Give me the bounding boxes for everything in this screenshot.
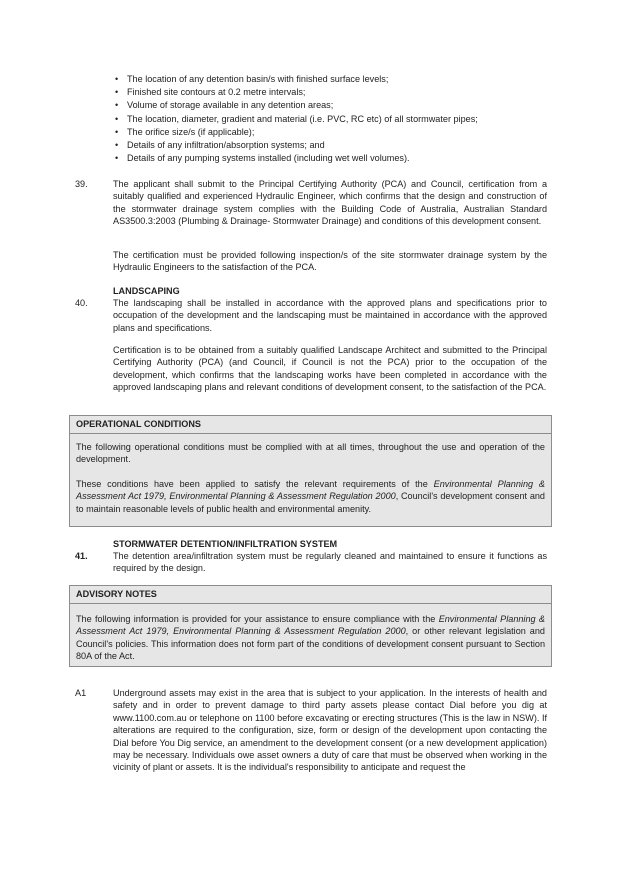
condition-39-text: The applicant shall submit to the Principal Certifying Authority (PCA) and Council, certification from a suitably qualified and experienced Hydraulic Engineer, which confirms that the design and construction of the stormwater drainage system complies with the Building Code of Australia, Australian Standard AS3500.3:2003 (Plumbing & Drainage- Stormwater Drainage) and conditions of this development consent. (113, 179, 547, 227)
condition-40-number: 40. (75, 298, 88, 308)
landscaping-heading: LANDSCAPING (113, 286, 180, 296)
stormwater-details-list (113, 73, 553, 165)
list-item: • Details of any pumping systems installed (including wet well volumes). (113, 152, 553, 165)
operational-conditions-box (69, 415, 552, 527)
condition-41-text: The detention area/infiltration system must be regularly cleaned and maintained to ensure it functions as required by the design. (113, 551, 547, 574)
advisory-a1-number: A1 (75, 688, 87, 698)
condition-40-certification-text: Certification is to be obtained from a suitably qualified Landscape Architect and submitted to the Principal Certifying Authority (PCA) (and Council, if Council is not the PCA) prior to the occupation of the development, which confirms that the landscaping works have been completed in accordance with the approved landscaping plans and relevant conditions of development consent, to the satisfaction of the PCA. (113, 345, 547, 393)
advisory-a1-text: Underground assets may exist in the area that is subject to your application. In the interests of health and safety and in order to prevent damage to third party assets please contact Dial before you dig at www.1100.com.au or telephone on 1100 before excavating or erecting structures (This is the law in NSW). If alterations are required to the configuration, size, form or design of the development upon contacting the Dial before You Dig service, an amendment to the development consent (or a new development application) may be necessary. Individuals owe asset owners a duty of care that must be observed when working in the vicinity of plant or assets. It is the individual's responsibility to anticipate and request the (113, 688, 547, 773)
operational-conditions-purpose: These conditions have been applied to satisfy the relevant requirements of the Environmental Planning & Assessment Act 1979, Environmental Planning & Assessment Regulation 2000, Council's development consent and to maintain reasonable levels of public health and environmental amenity. (76, 478, 545, 514)
condition-41-number: 41. (75, 551, 88, 561)
operational-conditions-title: OPERATIONAL CONDITIONS (70, 416, 551, 434)
list-item: • The orifice size/s (if applicable); (113, 126, 553, 139)
list-item: • The location, diameter, gradient and material (i.e. PVC, RC etc) of all stormwater pipes; (113, 113, 553, 126)
list-item: • The location of any detention basin/s with finished surface levels; (113, 73, 553, 86)
list-item: • Details of any infiltration/absorption systems; and (113, 139, 553, 152)
condition-39-number: 39. (75, 179, 88, 189)
list-item: • Finished site contours at 0.2 metre intervals; (113, 86, 553, 99)
list-item: • Volume of storage available in any detention areas; (113, 99, 553, 112)
advisory-notes-title: ADVISORY NOTES (70, 586, 551, 604)
advisory-notes-text: The following information is provided for your assistance to ensure compliance with the Environmental Planning & Assessment Act 1979, Environmental Planning & Assessment Regulation 2000, or other relevant legislation and Council's policies. This information does not form part of the conditions of development consent pursuant to Section 80A of the Act. (76, 614, 546, 662)
condition-39-certification-text: The certification must be provided following inspection/s of the site stormwater drainage system by the Hydraulic Engineers to the satisfaction of the PCA. (113, 250, 547, 273)
advisory-notes-box (69, 585, 552, 667)
condition-40-text: The landscaping shall be installed in accordance with the approved plans and specifications prior to occupation of the development and the landscaping must be maintained in accordance with the approved plans and specifications. (113, 298, 547, 333)
operational-conditions-intro: The following operational conditions must be complied with at all times, throughout the use and operation of the development. (76, 442, 545, 465)
stormwater-detention-heading: STORMWATER DETENTION/INFILTRATION SYSTEM (113, 539, 338, 549)
